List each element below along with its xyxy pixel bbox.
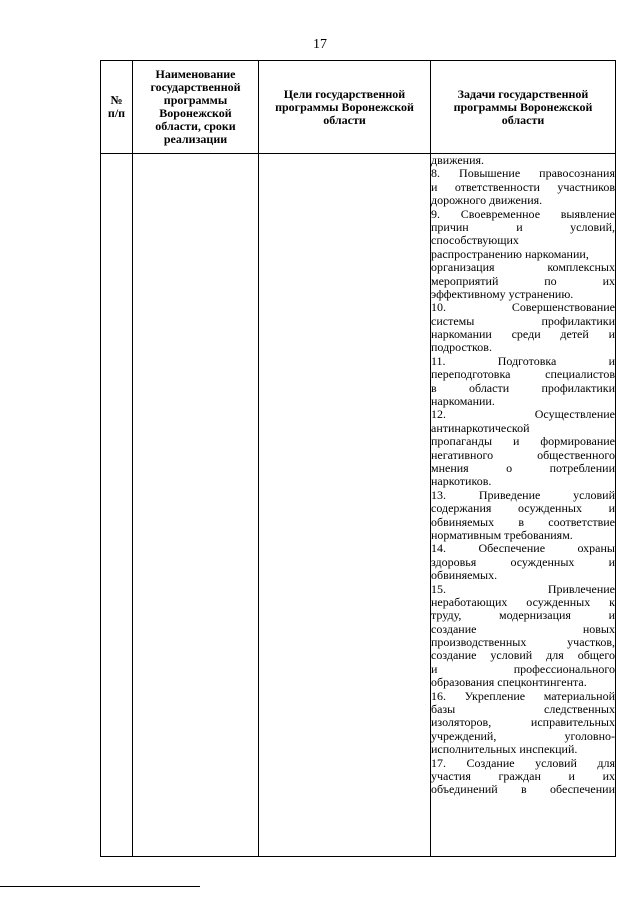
programs-table [100,60,616,857]
task-line: учреждений, уголовно- [431,729,615,743]
task-line: дорожного движения. [431,194,543,208]
task-line: причин и условий, [431,220,615,234]
task-line: системы профилактики [431,314,615,328]
task-line: здоровья осужденных и [431,555,615,569]
task-line: 16. Укрепление материальной [431,689,615,703]
header-program-tasks: Задачи государственной программы Воронежской области [431,61,616,154]
cell-program-name [133,154,259,857]
task-line: труду, модернизация и [431,609,615,623]
task-line: 14. Обеспечение охраны [431,542,615,556]
task-line: 13. Приведение условий [431,488,615,502]
header-program-name: Наименование государственной программы Воронежской области, сроки реализации [133,61,259,154]
cell-program-goals [259,154,431,857]
header-number: № п/п [101,61,133,154]
task-line: 8. Повышение правосознания [431,167,615,181]
task-line: обвиняемых. [431,569,498,583]
task-line: 11. Подготовка и [431,354,615,368]
task-line: антинаркотической [431,421,530,435]
task-line: переподготовка специалистов [431,368,615,382]
task-line: 17. Создание условий для [431,756,615,770]
task-line: распространению наркомании, [431,247,589,261]
task-line: наркомании среди детей и [431,328,615,342]
page-number: 17 [313,37,327,52]
task-line: 9. Своевременное выявление [431,207,615,221]
header-program-goals: Цели государственной программы Воронежской области [259,61,431,154]
task-line: и ответственности участников [431,180,615,194]
cell-number [101,154,133,857]
task-line: подростков. [431,341,492,355]
task-line: базы следственных [431,703,615,717]
task-line: неработающих осужденных к [431,595,615,609]
task-line: организация комплексных [431,261,615,275]
task-line: 12. Осуществление [431,408,615,422]
task-line: способствующих [431,234,519,248]
task-line: производственных участков, [431,636,615,650]
task-line: образования спецконтингента. [431,676,587,690]
table-row [101,154,616,857]
task-line: нормативным требованиям. [431,528,573,542]
task-line: и профессионального [431,662,615,676]
task-line: изоляторов, исправительных [431,716,615,730]
task-line: мероприятий по их [431,274,615,288]
task-line: негативного общественного [431,448,615,462]
task-line: мнения о потреблении [431,461,615,475]
task-line: содержания осужденных и [431,502,615,516]
footnote-rule [0,886,200,887]
task-line: эффективному устранению. [431,287,574,301]
task-line: в области профилактики [431,381,615,395]
table-header-row [101,61,616,154]
task-line: наркомании. [431,395,495,409]
task-line: 15. Привлечение [431,582,615,596]
task-line: исполнительных инспекций. [431,743,578,757]
task-line: пропаганды и формирование [431,435,615,449]
task-line: создание условий для общего [431,649,615,663]
task-line: участия граждан и их [431,769,615,783]
task-line: обвиняемых в соответствие [431,515,615,529]
task-line: движения. [431,154,485,167]
task-line: 10. Совершенствование [431,301,615,315]
task-line: создание новых [431,622,615,636]
cell-program-tasks [431,154,616,857]
task-line: объединений в обеспечении [431,783,615,797]
task-line: наркотиков. [431,475,492,489]
